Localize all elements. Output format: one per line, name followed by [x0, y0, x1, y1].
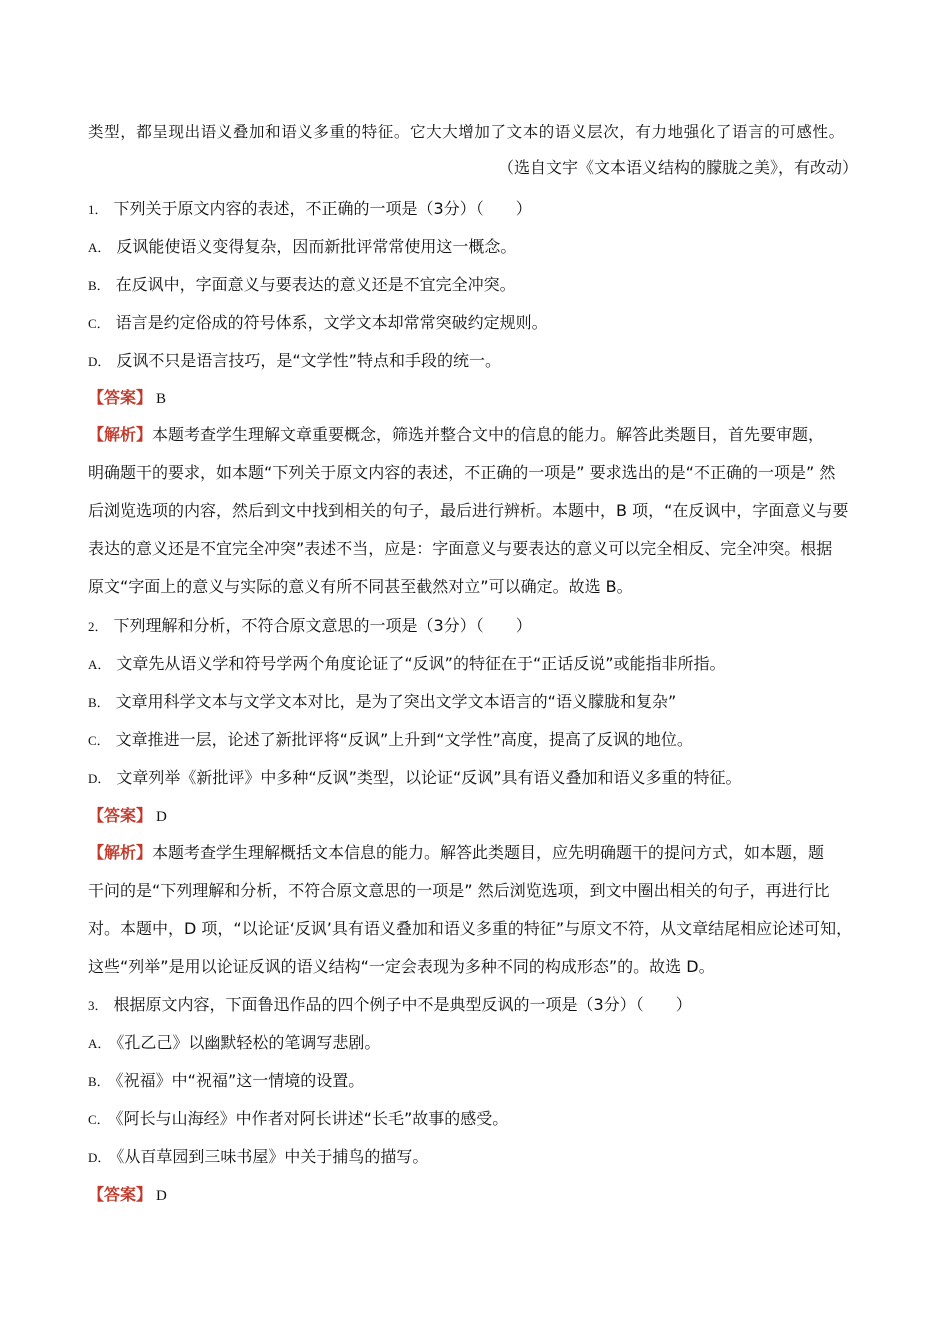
question-3-option-a: A． 《孔乙己》以幽默轻松的笔调写悲剧。 — [88, 1033, 381, 1052]
question-3-option-c: C． 《阿长与山海经》中作者对阿长讲述“长毛”故事的感受。 — [88, 1109, 509, 1128]
answer-tag: 【答案】 — [88, 1185, 153, 1204]
question-2-answer: 【答案】 D — [88, 806, 167, 825]
question-1-stem: 1． 下列关于原文内容的表述，不正确的一项是（3分）（ ） — [88, 199, 532, 218]
source-citation: （选自文宇《文本语义结构的朦胧之美》，有改动） — [497, 158, 858, 177]
answer-tag: 【答案】 — [88, 806, 153, 825]
question-2-option-a: A． 文章先从语义学和符号学两个角度论证了“反讽”的特征在于“正话反说”或能指非所指。 — [88, 654, 726, 673]
answer-tag: 【答案】 — [88, 388, 153, 407]
question-2-analysis: 【解析】本题考查学生理解概括文本信息的能力。解答此类题目，应先明确题干的提问方式，如本题，题 干问的是“下列理解和分析，不符合原文意思的一项是” 然后浏览选项，到文中圈出相关的句子，再进行比 对。本题中，D 项，“以论证‘反讽’具有语义叠加和语义多重的特征”与原文不符，从文章结尾相应论述可知， 这些“列举”是用以论证反讽的语义结构“一定会表现为多种不同的构成形态”的。故选 D。 — [88, 843, 853, 976]
question-1-option-c: C． 语言是约定俗成的符号体系，文学文本却常常突破约定规则。 — [88, 313, 548, 332]
intro-text: 类型，都呈现出语义叠加和语义多重的特征。它大大增加了文本的语义层次，有力地强化了语言的可感性。 — [88, 123, 845, 141]
question-1-option-d: D． 反讽不只是语言技巧，是“文学性”特点和手段的统一。 — [88, 351, 501, 370]
question-2-option-c: C． 文章推进一层，论述了新批评将“反讽”上升到“文学性”高度，提高了反讽的地位。 — [88, 730, 693, 749]
analysis-tag: 【解析】 — [88, 425, 153, 444]
question-2-stem: 2． 下列理解和分析，不符合原文意思的一项是（3分）（ ） — [88, 616, 532, 635]
question-1-answer: 【答案】 B — [88, 388, 167, 407]
question-2-option-d: D． 文章列举《新批评》中多种“反讽”类型，以论证“反讽”具有语义叠加和语义多重的特征。 — [88, 768, 742, 787]
question-3-option-b: B． 《祝福》中“祝福”这一情境的设置。 — [88, 1071, 365, 1090]
question-1-option-a: A． 反讽能使语义变得复杂，因而新批评常常使用这一概念。 — [88, 237, 517, 256]
question-3-number: 3． — [88, 998, 108, 1013]
question-1-number: 1． — [88, 202, 108, 217]
analysis-tag: 【解析】 — [88, 843, 153, 862]
question-3-option-d: D． 《从百草园到三味书屋》中关于捕鸟的描写。 — [88, 1147, 429, 1166]
question-3-answer: 【答案】 D — [88, 1185, 167, 1204]
question-3-stem: 3． 根据原文内容，下面鲁迅作品的四个例子中不是典型反讽的一项是（3分）（ ） — [88, 995, 692, 1014]
question-1-analysis: 【解析】本题考查学生理解文章重要概念，筛选并整合文中的信息的能力。解答此类题目，首先要审题， 明确题干的要求，如本题“下列关于原文内容的表述，不正确的一项是” 要求选出的是“不正确的一项是” 然 后浏览选项的内容，然后到文中找到相关的句子，最后进行辨析。本题中，B 项，“在反讽中，字面意义与要 表达的意义还是不宜完全冲突”表述不当，应是：字面意义与要表达的意义可以完全相反、完全冲突。根据 原文“字面上的意义与实际的意义有所不同甚至截然对立”可以确定。故选 B。 — [88, 425, 849, 596]
question-1-option-b: B． 在反讽中，字面意义与要表达的意义还是不宜完全冲突。 — [88, 275, 516, 294]
question-2-option-b: B． 文章用科学文本与文学文本对比，是为了突出文学文本语言的“语义朦胧和复杂” — [88, 692, 677, 711]
question-2-number: 2． — [88, 619, 108, 634]
